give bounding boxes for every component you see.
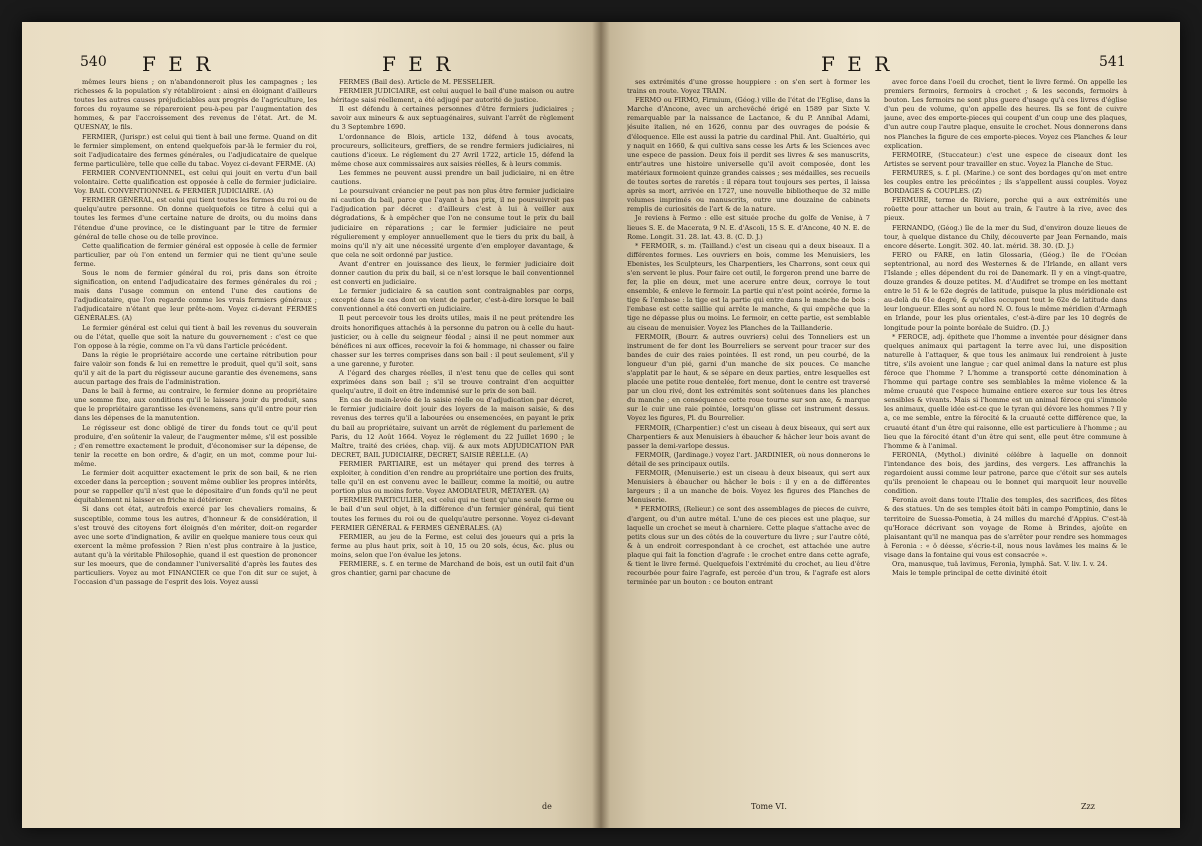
paragraph: L'ordonnance de Blois, article 132, défend à tous avocats, procureurs, solliciteurs, greffiers, de se rendre fermiers judiciaires, ni cautions d'iceux. Le réglement du 27 Avril 1722, article 15, défend la même chose aux commissaires aux saisies réelles, & à leurs commis.	[331, 132, 574, 168]
paragraph: Cette qualification de fermier général est opposée à celle de fermier particulier, par où l'on entend un fermier qui ne tient qu'une seule ferme.	[74, 241, 317, 268]
paragraph: FERMIERE, s. f. en terme de Marchand de bois, est un outil fait d'un gros chantier, garni par chacune de	[331, 559, 574, 578]
paragraph: Sous le nom de fermier général du roi, pris dans son étroite signification, on entend l'adjudicataire des fermes générales du roi ; mais dans l'usage commun on entend l'une des cautions de l'adjudicataire, que l'on regarde comme les vrais fermiers généraux ; l'adjudicataire n'étant que leur prête-nom. Voyez ci-devant FERMES GÉNÉRALES. (A)	[74, 268, 317, 323]
paragraph: FERMO ou FIRMO, Firmium, (Géog.) ville de l'état de l'Eglise, dans la Marche d'Ancone, avec un archevêché érigé en 1589 par Sixte V. remarquable par la naissance de Lactance, & du P. Annibal Adami, jésuite italien, né en 1626, connu par des ouvrages de poésie & d'éloquence. Elle est aussi la patrie du cardinal Phil. Ant. Gualtério, qui y naquit en 1660, & qui cultiva sans cesse les Arts & les Sciences avec une espece de passion. Deux fois il perdit ses livres & ses manuscrits, entr'autres une histoire universelle qu'il avoit composée, dont les matériaux formoient quinze grandes caisses ; ses médailles, ses recueils de toutes sortes de raretés : il répara tout toujours ses pertes, il laissa après sa mort, arrivée en 1727, une nouvelle bibliotheque de 32 mille volumes imprimés ou manuscrits, outre une douzaine de cabinets remplis de curiosités de l'art & de la nature.	[627, 96, 870, 214]
paragraph: Il est défendu à certaines personnes d'être fermiers judiciaires ; savoir aux mineurs & aux septuagénaires, suivant l'arrêt de règlement du 3 Septembre 1690.	[331, 105, 574, 132]
paragraph: FERMURES, s. f. pl. (Marine.) ce sont des bordages qu'on met entre les couples entre les précéintes ; ils s'appellent aussi couples. Voyez BORDAGES & COUPLES. (Z)	[884, 168, 1127, 196]
paragraph: Le fermier doit acquitter exactement le prix de son bail, & ne rien exceder dans la perception ; souvent même oublier les propres intérêts, pour se rappeller qu'il n'est que le dépositaire d'un fonds qu'il ne peut équitablement ni laisser en friche ni détériorer.	[74, 469, 317, 505]
catchword: Zzz	[1081, 802, 1095, 811]
paragraph: mêmes leurs biens ; on n'abandonneroit plus les campagnes ; les richesses & la population s'y rétabliroient : ainsi en éloignant d'ailleurs toutes les autres causes préjudiciables aux progrès de l'agriculture, les forces du royaume se répareroient peu-à-peu par l'augmentation des hommes, & par l'accroissement des revenus de l'état. Art. de M. QUESNAY, le fils.	[74, 78, 317, 132]
paragraph: FERMIER CONVENTIONNEL, est celui qui jouit en vertu d'un bail volontaire. Cette qualification est opposée à celle de fermier judiciaire. Voy. BAIL CONVENTIONNEL & FERMIER JUDICIAIRE. (A)	[74, 168, 317, 196]
paragraph: FERMIER PARTICULIER, est celui qui ne tient qu'une seule ferme ou le bail d'un seul objet, à la différence d'un fermier général, qui tient toutes les fermes du roi ou de quelqu'autre personne. Voyez ci-devant FERMIER GÉNÉRAL & FERMES GÉNÉRALES. (A)	[331, 496, 574, 532]
paragraph: Le fermier général est celui qui tient à bail les revenus du souverain ou de l'état, quelle que soit la nature du gouvernement : c'est ce que l'on oppose à la régie, comme on l'a vû dans l'article précédent.	[74, 323, 317, 350]
column-right	[884, 78, 1127, 798]
paragraph: Il peut percevoir tous les droits utiles, mais il ne peut prétendre les droits honorifiques attachés à la personne du patron ou à celle du haut-justicier, ou à celle du seigneur féodal ; ainsi il ne peut nommer aux bénéfices ni aux offices, recevoir la foi & hommage, ni chasser ou faire chasser sur les terres comprises dans son bail : il peut seulement, s'il y a une garenne, y furoter.	[331, 314, 574, 368]
paragraph: FERMIER, (Jurispr.) est celui qui tient à bail une ferme. Quand on dit le fermier simplement, on entend quelquefois par-là le fermier du roi, soit l'adjudicataire des fermes générales, ou l'adjudicataire de quelque ferme particulière, telle que celle du tabac. Voyez ci-devant FERME. (A)	[74, 132, 317, 168]
signature-mark: Tome VI.	[751, 802, 787, 811]
paragraph: Feronia avoit dans toute l'Italie des temples, des sacrifices, des fêtes & des statues. Un de ses temples étoit bâti in campo Pomptinio, dans le territoire de Suessa-Pometia, à 24 milles du marché d'Appius. C'est-là qu'Horace décrivant son voyage de Rome à Brindes, ajoûte en plaisantant qu'il ne manqua pas de s'arrêter pour rendre ses hommages à Feronia : « ô déesse, s'écrie-t-il, nous nous lavâmes les mains & le visage dans la fontaine qui vous est consacrée ».	[884, 496, 1127, 559]
right-page	[601, 22, 1180, 828]
paragraph: * FERMOIR, s. m. (Tailland.) c'est un ciseau qui a deux biseaux. Il a différentes formes. Les ouvriers en bois, comme les Menuisiers, les Ebenistes, les Sculpteurs, les Charpentiers, les Charrons, sont ceux qui s'en servent le plus. Pour faire cet outil, le forgeron prend une barre de fer, la plie en deux, met une acerure entre deux, corroye le tout ensemble, & enleve le fermoir. La partie qui n'est point acérée, forme la tige & l'embase : la tige est la partie qui entre dans le manche de bois : l'embase est cette saillie qui arrête le manche, & qui empêche que la tige ne dépasse plus ou moins. Le fermoir, en cette partie, est semblable au ciseau de menuisier. Voyez les Planches de la Taillanderie.	[627, 241, 870, 332]
page-header-right: F E R	[382, 52, 454, 76]
paragraph: FERMIER JUDICIAIRE, est celui auquel le bail d'une maison ou autre héritage saisi réellement, a été adjugé par autorité de justice.	[331, 87, 574, 105]
column-left	[627, 78, 870, 798]
paragraph: FERMOIR, (Charpentier.) c'est un ciseau à deux biseaux, qui sert aux Charpentiers & aux Menuisiers à ébaucher & hâcher leur bois avant de passer la demi-varlope dessus.	[627, 423, 870, 450]
paragraph: FERMES (Bail des). Article de M. PESSELIER.	[339, 78, 495, 86]
paragraph: Dans la régie le propriétaire accorde une certaine rétribution pour faire valoir son fonds & lui en remettre le produit, quel qu'il soit, sans qu'il y ait de la part du régisseur aucune garantie des évenemens, sans aucun partage des frais de l'administration.	[74, 350, 317, 387]
paragraph: FERMOIR, (Jardinage.) voyez l'art. JARDINIER, où nous donnerons le détail de ses principaux outils.	[627, 450, 870, 468]
left-page	[22, 22, 601, 828]
paragraph: avec force dans l'oeil du crochet, tient le livre fermé. On appelle les premiers fermoirs, fermoirs à crochet ; & les seconds, fermoirs à bouton. Les fermoirs ne sont plus guere d'usage qu'à ces livres d'église d'un peu de volume, qu'on appelle des heures. Ils se font de cuivre jaune, avec des emporte-pieces qui coupent d'un coup une des plaques, d'un autre coup l'autre plaque, ensuite le crochet. Nous donnerons dans nos Planches la figure de ces emporte-pieces. Voyez ces Planches & leur explication.	[884, 78, 1127, 150]
paragraph: FERONIA, (Mythol.) divinité célébre à laquelle on donnoit l'intendance des bois, des jardins, des vergers. Les affranchis la regardoient aussi comme leur patrone, parce que c'étoit sur ses autels qu'ils prenoient le chapeau ou le bonnet qui marquoit leur nouvelle condition.	[884, 450, 1127, 496]
paragraph: Le régisseur est donc obligé de tirer du fonds tout ce qu'il peut produire, d'en soûtenir la valeur, de l'augmenter même, s'il est possible ; d'en remettre exactement le produit, d'économiser sur la dépense, de tenir la recette en bon ordre, & d'agir, en un mot, comme pour lui-même.	[74, 423, 317, 468]
page-number: 540	[80, 54, 107, 70]
paragraph: FERMURE, terme de Riviere, porche qui a aux extrémités une roüette pour attacher un bout au train, & l'autre à la rive, avec des pieux.	[884, 196, 1127, 223]
paragraph: FERNANDO, (Géog.) île de la mer du Sud, d'environ douze lieues de tour, à quelque distance du Chily, découverte par Jean Fernando, mais encore déserte. Longit. 302. 40. lat. mérid. 38. 30. (D. J.)	[884, 223, 1127, 250]
paragraph: FERO ou FARE, en latin Glossaria, (Géog.) île de l'Océan septentrional, au nord des Westernes & de l'Irlande, en allant vers l'Islande ; elles dépendent du roi de Danemark. Il y en a vingt-quatre, douze grandes & douze petites. M. d'Audifret se trompe en les mettant entre le 51 & le 62e degrés de latitude, puisque la plus méridionale est au-delà du 61e degré, & qu'elles occupent tout le 62e de latitude dans leur longueur. Elles sont au nord N. O. fous le même méridien d'Armagh en Irlande, pour les plus orientales, c'est-à-dire par les 10 degrés de longitude pour la pointe boréale de Suidro. (D. J.)	[884, 250, 1127, 332]
page-header: F E R	[821, 52, 893, 76]
paragraph: FERMIER GÉNÉRAL, est celui qui tient toutes les fermes du roi ou de quelqu'autre personne. On donne quelquefois ce titre à celui qui a toutes les fermes d'une certaine nature de droits, ou du moins dans l'étendue d'une province, ce le distinguant par le titre de fermier général de telle chose ou de telle province.	[74, 196, 317, 241]
paragraph: FERMIER PARTIAIRE, est un métayer qui prend des terres à exploiter, à condition d'en rendre au propriétaire une portion des fruits, telle qu'il en est convenu avec le bailleur, comme la moitié, ou autre portion plus ou moins forte. Voyez AMODIATEUR, MÉTAYER. (A)	[331, 459, 574, 496]
catchword: de	[542, 802, 552, 811]
paragraph: FERMIER, au jeu de la Ferme, est celui des joueurs qui a pris la ferme au plus haut prix, soit à 10, 15 ou 20 sols, écus, &c. plus ou moins, selon que l'on évalue les jetons.	[331, 532, 574, 559]
paragraph: Si dans cet état, autrefois exercé par les chevaliers romains, & susceptible, comme tous les autres, d'honneur & de considération, il s'est trouvé des citoyens fort éloignés d'en mériter, doit-on regarder avec une sorte d'indignation, & avilir en quelque maniere tous ceux qui exercent la même profession ? Rien n'est plus contraire à la justice, autant qu'à la véritable Philosophie, quand il est question de prononcer sur les moeurs, que de condamner l'universalité d'après les fautes des particuliers. Voyez au mot FINANCIER ce que l'on dit sur ce sujet, à l'occasion d'un passage de l'esprit des lois. Voyez aussi	[74, 505, 317, 587]
paragraph: Le fermier judiciaire & sa caution sont contraignables par corps, excepté dans le cas dont on vient de parler, c'est-à-dire lorsque le bail conventionnel a été converti en judiciaire.	[331, 287, 574, 314]
page-number: 541	[1099, 54, 1126, 70]
paragraph: Avant d'entrer en jouissance des lieux, le fermier judiciaire doit donner caution du prix du bail, si ce n'est lorsque le bail conventionnel est converti en judiciaire.	[331, 259, 574, 287]
paragraph: * FEROCE, adj. épithete que l'homme a inventée pour désigner dans quelques animaux qui partagent la terre avec lui, une disposition naturelle à l'attaquer, & que tous les animaux lui rendroient à juste titre, s'ils avoient une langue ; car quel animal dans la nature est plus féroce que l'homme ? L'homme a transporté cette dénomination à l'homme qui partage contre ses semblables la même violence & la même cruauté que l'espece humaine entiere exerce sur tous les êtres sensibles & vivants. Mais si l'homme est un animal féroce qui s'immole les animaux, quelle idée est-ce que le tyran qui dévore les hommes ? Il y a, ce me semble, entre la férocité & la cruauté cette différence que, la cruauté étant d'un être qui raisonne, elle est particuliere à l'homme ; au lieu que la férocité étant d'un être qui sent, elle peut être commune à l'homme & à l'animal.	[884, 332, 1127, 450]
column-right	[331, 78, 574, 798]
paragraph: Ora, manusque, tuâ lavimus, Feronia, lymphâ. Sat. V. liv. I. v. 24.	[892, 559, 1108, 568]
text-columns	[74, 78, 574, 798]
paragraph: FERMOIR, (Bourr. & autres ouvriers) celui des Tonneliers est un instrument de fer dont les Bourreliers se servent pour tracer sur des bandes de cuir des raies pointées. Il est rond, un peu courbé, de la longueur d'un pié, garni d'un manche de six pouces. Ce manche s'applatit par le haut, & se sépare en deux parties, entre lesquelles est placée une petite roue dentelée, fort menue, dont le centre est traversé par un clou rivé, dont les extrémités sont soûtenues dans les planches du manche ; en conséquence cette roue tourne sur son axe, & marque sur le cuir une raie pointée, lorsqu'on glisse cet instrument dessus. Voyez les figures, Pl. du Bourrelier.	[627, 332, 870, 423]
paragraph: ses extrémités d'une grosse houppiere : on s'en sert à former les trains en route. Voyez TRAIN.	[627, 78, 870, 96]
book-gutter	[592, 22, 610, 828]
column-left	[74, 78, 317, 798]
paragraph: Le poursuivant créancier ne peut pas non plus être fermier judiciaire ni caution du bail, parce que l'ayant à bas prix, il ne poursuivroit pas l'adjudication par décret : d'ailleurs c'est à lui à veiller aux dégradations, & à empêcher que l'on ne consume tout le prix du bail judiciaire en réparations ; car le fermier judiciaire ne peut régulierement y employer annuellement que le tiers du prix du bail, à moins qu'il n'y ait une nécessité urgente d'en employer davantage, & que cela ne soit ordonné par justice.	[331, 187, 574, 259]
paragraph: Mais le temple principal de cette divinité étoit	[892, 569, 1047, 578]
paragraph: Les femmes ne peuvent aussi prendre un bail judiciaire, ni en être cautions.	[331, 168, 574, 187]
paragraph: * FERMOIRS, (Relieur.) ce sont des assemblages de pieces de cuivre, d'argent, ou d'un autre métal. L'une de ces pieces est une plaque, sur laquelle un crochet se meut à charniere. Cette plaque s'attache avec de petits clous sur un des côtés de la couverture du livre ; sur l'autre côté, & à un endroit correspondant à ce crochet, est attachée une autre plaque qui fait la fonction d'agrafe : le crochet entre dans cette agrafe, & tient le livre fermé. Quelquefois l'extrémité du crochet, au lieu d'être recourbée pour faire l'agrafe, est percée d'un trou, & l'agrafe est alors terminée par un bouton : ce bouton entrant	[627, 505, 870, 587]
paragraph: Je reviens à Fermo : elle est située proche du golfe de Venise, à 7 lieues S. E. de Macerata, 9 N. E. d'Ascoli, 15 S. E. d'Ancone, 40 N. E. de Rome. Longit. 31. 28. lat. 43. 8. (C. D. J.)	[627, 214, 870, 241]
paragraph: En cas de main-levée de la saisie réelle ou d'adjudication par décret, le fermier judiciaire doit jouir des loyers de la maison saisie, & des revenus des terres qu'il a labourées ou ensemencées, en payant le prix du bail au propriétaire, suivant un arrêt de réglement du parlement de Paris, du 12 Août 1664. Voyez le réglement du 22 Juillet 1690 ; le Maître, traité des criées, chap. viij. & aux mots ADJUDICATION PAR DECRET, BAIL JUDICIAIRE, DECRET, SAISIE RÉELLE. (A)	[331, 396, 574, 459]
paragraph: Dans le bail à ferme, au contraire, le fermier donne au propriétaire une somme fixe, aux conditions qu'il le laissera jouir du produit, sans que le propriétaire garantisse les évenemens, sans qu'il entre pour rien dans les dépenses de la manutention.	[74, 387, 317, 423]
paragraph: FERMOIRE, (Stuccateur.) c'est une espece de ciseaux dont les Artistes se servent pour travailler en stuc. Voyez la Planche de Stuc.	[884, 150, 1127, 168]
paragraph: FERMOIR, (Menuiserie.) est un ciseau à deux biseaux, qui sert aux Menuisiers à ébaucher ou hâcher le bois : il y en a de différentes largeurs ; il a un manche de bois. Voyez les figures des Planches de Menuiserie.	[627, 469, 870, 505]
page-header: F E R	[142, 52, 214, 76]
paragraph: A l'égard des charges réelles, il n'est tenu que de celles qui sont exprimées dans son bail ; s'il se trouve contraint d'en acquitter quelqu'autre, il doit en être indemnisé sur le prix de son bail.	[331, 369, 574, 396]
text-columns	[627, 78, 1127, 798]
open-book	[22, 22, 1180, 828]
